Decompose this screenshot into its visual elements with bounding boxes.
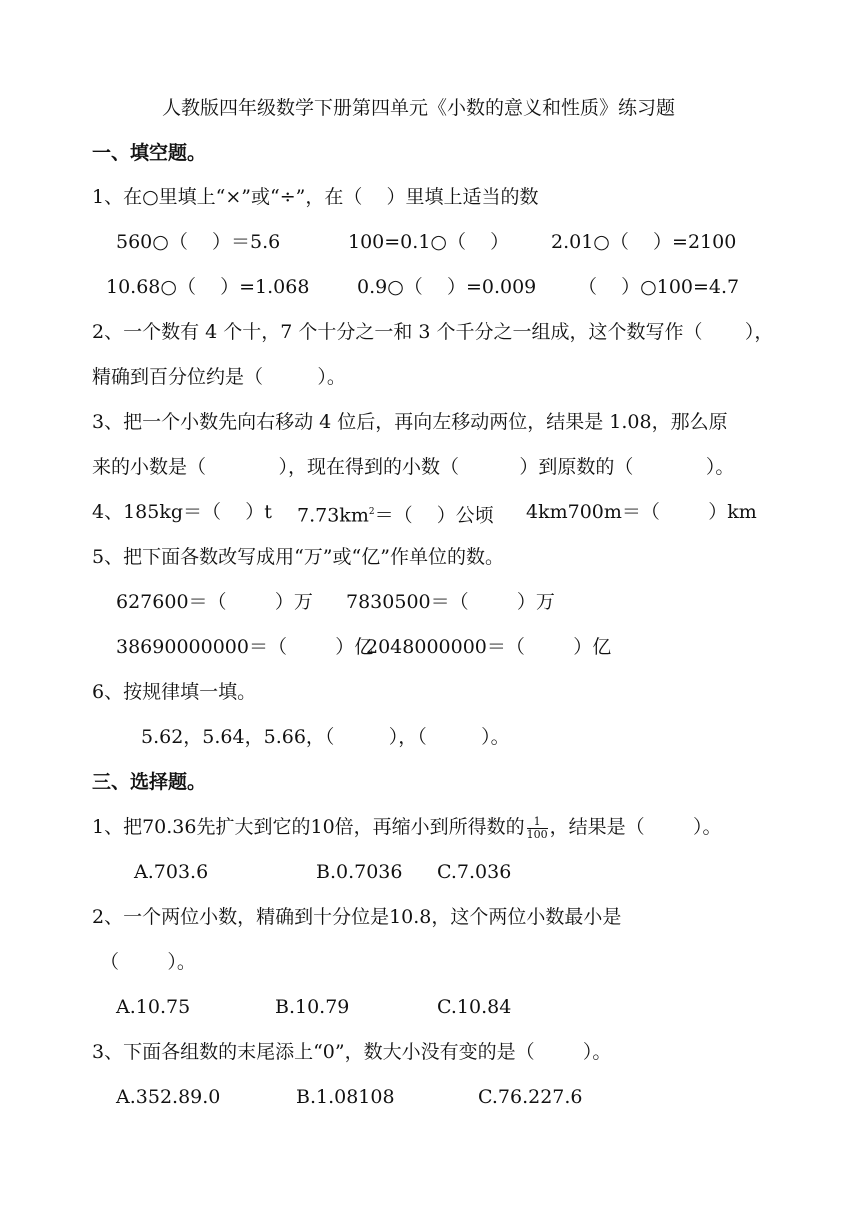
- choice-2-line-2: （ ）。: [100, 951, 196, 973]
- choice-2-option-a: A.10.75: [116, 996, 191, 1018]
- question-1-item: 100=0.1○（ ）: [348, 231, 510, 253]
- choice-1-option-c: C.7.036: [437, 861, 512, 883]
- question-1-stem: 1、在○里填上“×”或“÷”，在（ ）里填上适当的数: [92, 186, 539, 208]
- question-3-line-2: 来的小数是（ ），现在得到的小数（ ）到原数的（ ）。: [92, 456, 735, 478]
- fraction: $\frac{1}{100}$: [526, 814, 548, 841]
- question-5-item: 38690000000＝（ ）亿: [116, 636, 374, 658]
- choice-3-option-a: A.352.89.0: [116, 1086, 221, 1108]
- choice-2-line-1: 2、一个两位小数，精确到十分位是10.8，这个两位小数最小是: [92, 906, 622, 928]
- page-title: 人教版四年级数学下册第四单元《小数的意义和性质》练习题: [162, 97, 676, 119]
- choice-1-option-a: A.703.6: [134, 861, 209, 883]
- choice-2-option-b: B.10.79: [275, 996, 350, 1018]
- choice-3-option-b: B.1.08108: [296, 1086, 395, 1108]
- question-5-item: 2048000000＝（ ）亿: [366, 636, 612, 658]
- question-6-stem: 6、按规律填一填。: [92, 681, 257, 703]
- question-4-part-b: $7.73km^2=$（ ）公顷: [297, 504, 494, 527]
- question-1-item: 0.9○（ ）=0.009: [357, 276, 537, 298]
- question-6-sequence: 5.62，5.64，5.66，（ ），（ ）。: [141, 726, 510, 748]
- question-4-part-a: 4、185kg＝（ ）t: [92, 501, 272, 523]
- section-heading-choice: 三、选择题。: [92, 771, 207, 793]
- question-5-item: 7830500＝（ ）万: [346, 591, 555, 613]
- question-1-item: 2.01○（ ）=2100: [551, 231, 737, 253]
- choice-1-option-b: B.0.7036: [316, 861, 403, 883]
- choice-2-option-c: C.10.84: [437, 996, 512, 1018]
- question-3-line-1: 3、把一个小数先向右移动 4 位后，再向左移动两位，结果是 1.08，那么原: [92, 411, 728, 433]
- section-heading-fill-blank: 一、填空题。: [92, 142, 207, 164]
- question-4-part-c: 4km700m＝（ ）km: [526, 501, 757, 523]
- question-1-item: 560○（ ）＝5.6: [116, 231, 281, 253]
- question-1-item: 10.68○（ ）=1.068: [106, 276, 310, 298]
- question-5-stem: 5、把下面各数改写成用“万”或“亿”作单位的数。: [92, 546, 504, 568]
- question-2-line-2: 精确到百分位约是（ ）。: [92, 366, 346, 388]
- question-5-item: 627600＝（ ）万: [116, 591, 313, 613]
- question-2-line-1: 2、一个数有 4 个十，7 个十分之一和 3 个千分之一组成，这个数写作（ ），: [92, 321, 774, 343]
- question-1-item: （ ）○100=4.7: [578, 276, 740, 298]
- choice-3-option-c: C.76.227.6: [478, 1086, 583, 1108]
- choice-3-stem: 3、下面各组数的末尾添上“0”，数大小没有变的是（ ）。: [92, 1041, 612, 1063]
- choice-1-stem: 1、把70.36先扩大到它的10倍，再缩小到所得数的 $\frac{1}{100}$ ，结果是（ ）。: [92, 814, 722, 841]
